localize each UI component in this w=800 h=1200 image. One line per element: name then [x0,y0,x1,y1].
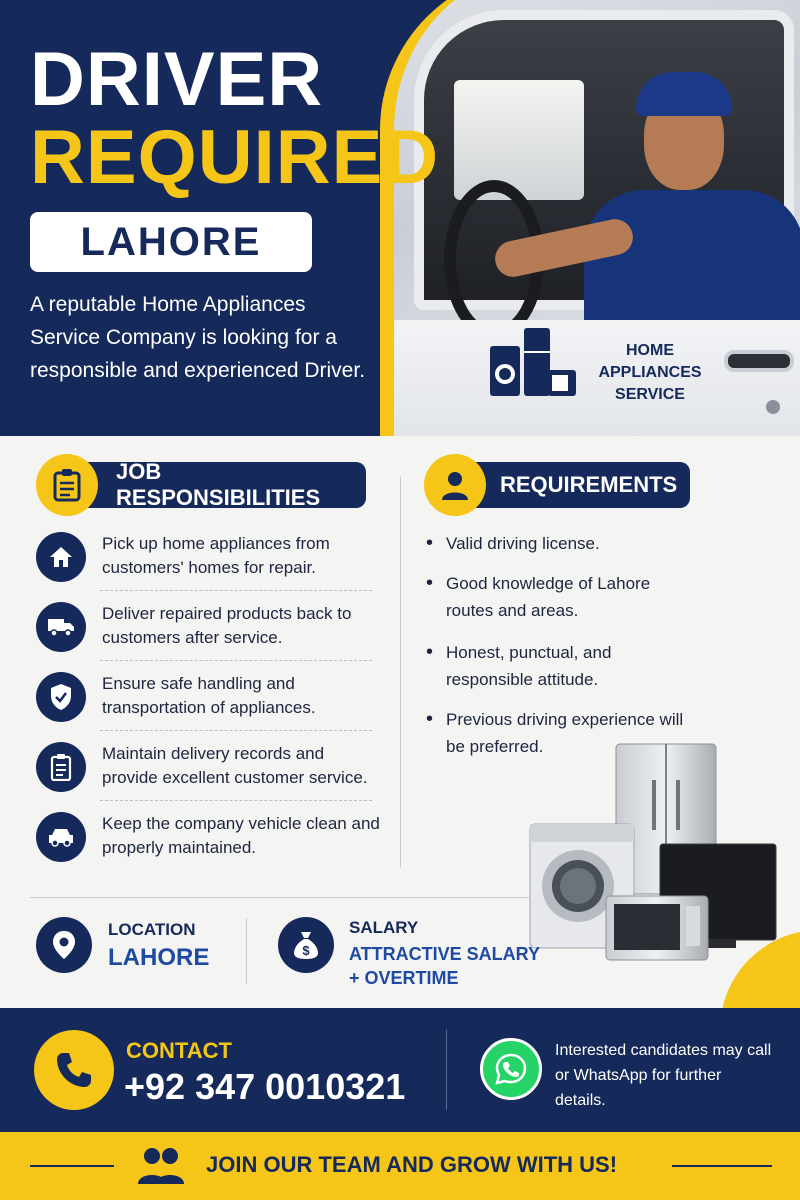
city-badge: LAHORE [30,212,312,272]
intro-text: A reputable Home Appliances Service Company is looking for a responsible and experienced Driver. [30,293,366,382]
salary-label: SALARY [349,918,419,937]
separator [100,800,372,801]
contact-band [0,1008,800,1132]
clipboard-list-icon [36,742,86,792]
map-pin-icon [36,917,92,973]
info-vertical-divider [246,918,247,984]
footer-line-right [672,1165,772,1167]
salary-value-line1: ATTRACTIVE SALARY [349,944,540,964]
title-required: REQUIRED [30,115,440,200]
driver-shirt [584,190,800,340]
responsibility-text: Keep the company vehicle clean and properly maintained. [102,814,380,857]
team-icon [134,1144,188,1188]
location-label: LOCATION [108,920,196,939]
contact-label: CONTACT [126,1038,232,1063]
responsibilities-heading-text: JOB RESPONSIBILITIES [116,459,321,510]
whatsapp-icon[interactable] [480,1038,542,1100]
requirement-item: • Good knowledge of Lahore routes and areas. [426,570,696,624]
responsibilities-heading [66,459,366,510]
location-value: LAHORE [108,944,210,971]
door-handle [724,350,794,372]
requirements-heading [454,462,690,508]
responsibility-text: Deliver repaired products back to customers after service. [102,604,352,647]
responsibility-text: Ensure safe handling and transportation of appliances. [102,674,316,717]
truck-icon [36,602,86,652]
van-logo-text [580,340,720,406]
footer-banner [0,1132,800,1200]
title-driver: DRIVER [30,37,324,122]
driver-cap [636,72,732,116]
money-bag-icon [278,917,334,973]
hero-banner [0,0,800,436]
separator [100,660,372,661]
responsibility-item [36,812,380,874]
responsibility-text: Pick up home appliances from customers' homes for repair. [102,534,330,577]
shield-check-icon [36,672,86,722]
clipboard-icon [36,454,98,516]
car-icon [36,812,86,862]
separator [100,590,372,591]
driver-photo [380,0,800,436]
requirement-item: • Previous driving experience will be preferred. [426,706,696,760]
responsibility-item [36,742,376,804]
svg-text:$: $ [302,943,310,958]
responsibility-item [36,672,376,734]
home-icon [36,532,86,582]
responsibility-item [36,532,376,594]
van-logo-line1: HOME APPLIANCES [598,342,702,381]
van-appliances-logo-icon [488,326,578,398]
contact-divider [446,1030,447,1110]
van-window [414,10,794,310]
requirements-heading-text: REQUIREMENTS [500,472,678,497]
door-lock [766,400,780,414]
responsibility-text: Maintain delivery records and provide excellent customer service. [102,744,368,787]
requirement-item: • Honest, punctual, and responsible attitude. [426,639,676,693]
requirement-item: • Valid driving license. [426,530,726,557]
separator [100,730,372,731]
phone-icon [34,1030,114,1110]
responsibility-item [36,602,376,664]
user-icon [424,454,486,516]
appliances-illustration [520,740,800,980]
window-background [454,80,584,200]
salary-value-line2: + OVERTIME [349,968,459,988]
contact-note: Interested candidates may call or WhatsApp for further details. [555,1042,772,1109]
footer-slogan: JOIN OUR TEAM AND GROW WITH US! [206,1152,618,1177]
van-logo-line2: SERVICE [615,386,685,403]
footer-line-left [30,1165,114,1167]
info-divider [30,897,530,898]
column-divider [400,476,401,868]
contact-phone-number[interactable]: +92 347 0010321 [124,1066,406,1107]
